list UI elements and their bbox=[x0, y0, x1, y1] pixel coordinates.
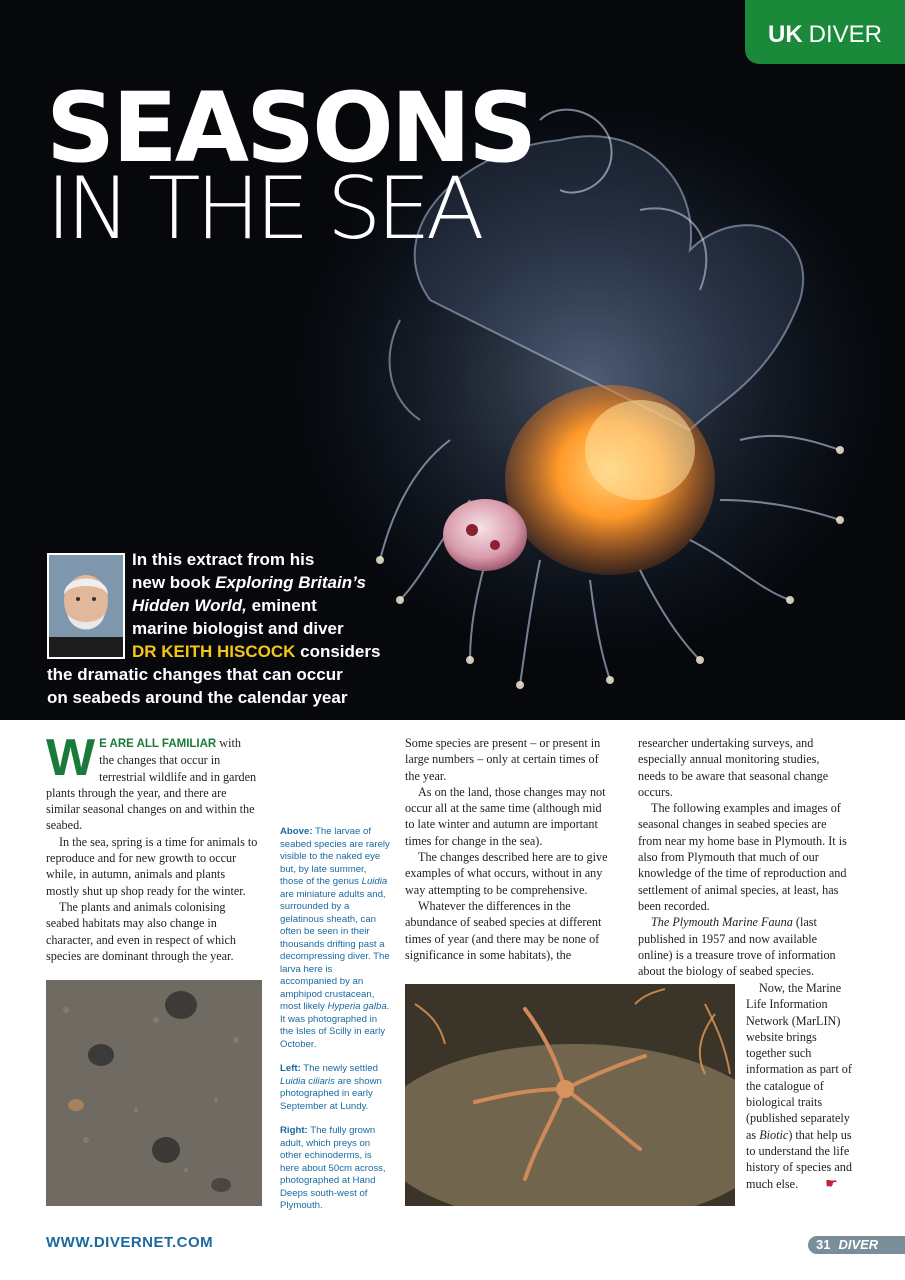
section-tab-light: DIVER bbox=[808, 21, 883, 48]
book-title-part1: Exploring Britain’s bbox=[215, 573, 366, 592]
article-paragraph bbox=[746, 980, 854, 1193]
standfirst-line2 bbox=[47, 571, 387, 594]
article-paragraph: Whatever the differences in the abundance of seabed species at different times of year (and there may be none of significance in some habitats), the bbox=[405, 898, 602, 962]
caption-genus: Luidia bbox=[361, 876, 388, 887]
publication-name: Biotic bbox=[759, 1127, 789, 1142]
section-tab-bold: UK bbox=[767, 21, 803, 48]
article-text: Now, the Marine Life Information Network (MarLIN) website brings together such information as part of the catalogue of biological traits (published separately as bbox=[746, 981, 852, 1142]
article-lead-in: E ARE ALL FAMILIAR bbox=[99, 738, 217, 750]
article-paragraph: The following examples and images of seasonal changes in seabed species are from near my home base in Plymouth. It is also from Plymouth that much of our knowledge of the time of reproduction and settlement of animal species, at least, has been recorded. bbox=[638, 801, 847, 913]
article-paragraph: The changes described here are to give examples of what occurs, without in any way attempting to be comprehensive. bbox=[405, 850, 608, 897]
article-column-1 bbox=[46, 729, 258, 964]
section-tab bbox=[745, 0, 905, 64]
page-number-badge bbox=[808, 1236, 905, 1254]
caption-label: Above: bbox=[280, 826, 313, 837]
article-paragraph: Some species are present – or present in large numbers – only at certain times of the year. bbox=[405, 736, 601, 783]
caption-text: The fully grown adult, which preys on other echinoderms, is here about 50cm across, photographed at Hand Deeps south-west of Plymouth. bbox=[280, 1125, 386, 1211]
caption-text: . It was photographed in the Isles of Scilly in early October. bbox=[280, 1001, 390, 1050]
caption-text: are shown photographed in early September at Lundy. bbox=[280, 1075, 382, 1112]
standfirst-line3 bbox=[47, 594, 387, 617]
article-paragraph: The plants and animals colonising seabed habitats may also change in character, and even in respect of which species are dominant through the year. bbox=[46, 899, 237, 963]
drop-cap: W bbox=[46, 729, 96, 787]
seabed-photo-right bbox=[405, 984, 735, 1206]
standfirst-line5 bbox=[47, 640, 387, 663]
standfirst bbox=[47, 548, 387, 709]
end-mark-icon: ☛ bbox=[825, 1176, 838, 1192]
standfirst-line3-text: eminent bbox=[246, 596, 317, 615]
magazine-name: DIVER bbox=[838, 1237, 879, 1252]
article-paragraph: In the sea, spring is a time for animals to reproduce and for new growth to occur while, in autumn, animals and plants mostly shut up shop ready for the winter. bbox=[46, 834, 258, 898]
article-paragraph: researcher undertaking surveys, and especially annual monitoring studies, needs to be aware that seasonal change occurs. bbox=[638, 736, 829, 799]
caption-label: Right: bbox=[280, 1125, 308, 1136]
standfirst-line4: marine biologist and diver bbox=[132, 619, 344, 638]
article-text: with the changes that occur in terrestrial wildlife and in garden plants through the year, and there are similar seasonal changes on and within the seabed. bbox=[46, 736, 257, 833]
caption-species: Hyperia galba bbox=[327, 1001, 387, 1012]
seabed-gravel-illustration bbox=[46, 980, 262, 1206]
article-column-3-continued bbox=[746, 980, 854, 1193]
headline-line1: SEASONS bbox=[46, 72, 535, 184]
caption-text: The newly settled bbox=[300, 1063, 378, 1074]
article-column-3 bbox=[638, 735, 850, 979]
book-reference: The Plymouth Marine Fauna bbox=[651, 915, 793, 930]
article-paragraph: As on the land, those changes may not occur all at the same time (although mid to late winter and autumn are important times for change in the sea). bbox=[405, 784, 606, 848]
article-column-2 bbox=[405, 735, 613, 963]
article-paragraph bbox=[638, 914, 850, 979]
book-title-part2: Hidden World, bbox=[132, 596, 247, 615]
headline-line2: IN THE SEA bbox=[46, 159, 480, 259]
standfirst-line2-text: new book bbox=[132, 573, 216, 592]
website-link[interactable]: WWW.DIVERNET.COM bbox=[46, 1234, 214, 1251]
author-name: DR KEITH HISCOCK bbox=[132, 642, 296, 661]
article-text: ) that help us to understand the life history of species and much else. bbox=[746, 1127, 852, 1191]
standfirst-line5-text: considers bbox=[295, 642, 381, 661]
standfirst-line6: the dramatic changes that can occur bbox=[47, 665, 343, 684]
article-text: (last published in 1957 and now available online) is a treasure trove of information about the biology of seabed species. bbox=[638, 915, 836, 979]
caption-above bbox=[280, 826, 390, 1051]
caption-left bbox=[280, 1063, 390, 1113]
standfirst-line1: In this extract from his bbox=[132, 550, 315, 569]
brittlestar-illustration bbox=[405, 984, 735, 1206]
caption-label: Left: bbox=[280, 1063, 301, 1074]
caption-text: The larvae of seabed species are rarely visible to the naked eye but, by late summer, those of the genus bbox=[280, 826, 390, 887]
page-number: 31 bbox=[816, 1237, 831, 1252]
photo-captions bbox=[280, 826, 390, 1225]
caption-text: are miniature adults and, surrounded by a gelatinous sheath, can often be seen in their thousands drifting past a decompressing diver. The larva here is accompanied by an amphipod crustacean, most likely bbox=[280, 888, 390, 1012]
caption-right bbox=[280, 1125, 390, 1213]
standfirst-line7: on seabeds around the calendar year bbox=[47, 688, 348, 707]
article-paragraph bbox=[46, 729, 258, 834]
seabed-photo-left bbox=[46, 980, 262, 1206]
caption-species: Luidia ciliaris bbox=[280, 1075, 335, 1087]
